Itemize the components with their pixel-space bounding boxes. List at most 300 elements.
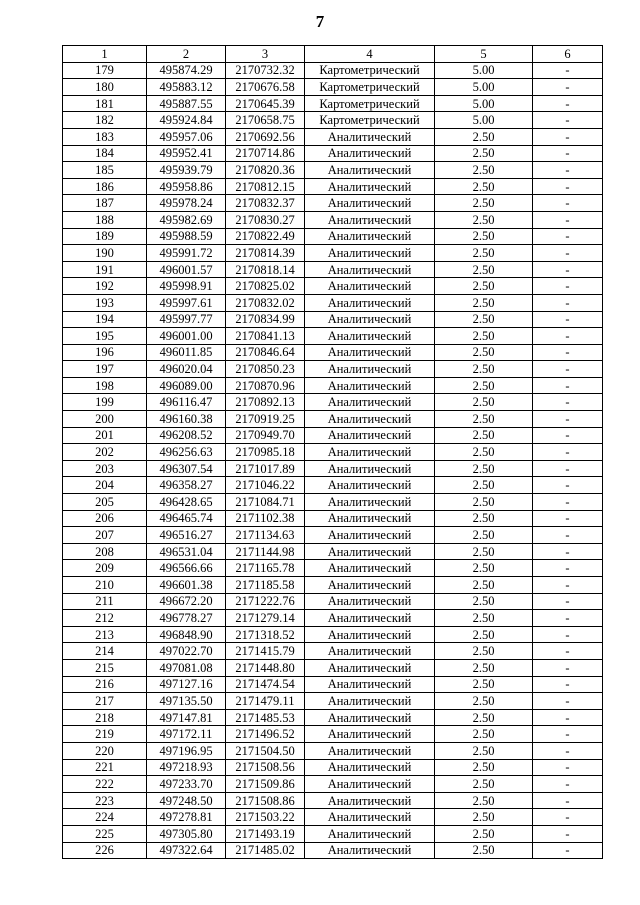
method-cell: Аналитический xyxy=(305,411,435,428)
table-row xyxy=(63,776,603,793)
y-coordinate-cell: 2170645.39 xyxy=(226,95,305,112)
point-number-cell: 197 xyxy=(63,361,147,378)
point-number-cell: 188 xyxy=(63,211,147,228)
table-row xyxy=(63,361,603,378)
y-coordinate-cell: 2170714.86 xyxy=(226,145,305,162)
accuracy-cell: 2.50 xyxy=(435,411,533,428)
accuracy-cell: 2.50 xyxy=(435,726,533,743)
table-row xyxy=(63,444,603,461)
point-number-cell: 208 xyxy=(63,543,147,560)
table-row xyxy=(63,112,603,129)
y-coordinate-cell: 2171046.22 xyxy=(226,477,305,494)
accuracy-cell: 2.50 xyxy=(435,593,533,610)
point-number-cell: 203 xyxy=(63,460,147,477)
y-coordinate-cell: 2170814.39 xyxy=(226,245,305,262)
y-coordinate-cell: 2170919.25 xyxy=(226,411,305,428)
method-cell: Аналитический xyxy=(305,693,435,710)
method-cell: Аналитический xyxy=(305,211,435,228)
method-cell: Аналитический xyxy=(305,477,435,494)
x-coordinate-cell: 495958.86 xyxy=(147,178,226,195)
x-coordinate-cell: 496778.27 xyxy=(147,610,226,627)
table-body xyxy=(63,62,603,859)
table-row xyxy=(63,543,603,560)
table-row xyxy=(63,211,603,228)
accuracy-cell: 2.50 xyxy=(435,693,533,710)
accuracy-cell: 2.50 xyxy=(435,610,533,627)
table-row xyxy=(63,162,603,179)
method-cell: Аналитический xyxy=(305,444,435,461)
y-coordinate-cell: 2171448.80 xyxy=(226,659,305,676)
point-number-cell: 198 xyxy=(63,377,147,394)
table-row xyxy=(63,792,603,809)
method-cell: Аналитический xyxy=(305,344,435,361)
table-row xyxy=(63,328,603,345)
method-cell: Аналитический xyxy=(305,460,435,477)
accuracy-cell: 2.50 xyxy=(435,211,533,228)
method-cell: Аналитический xyxy=(305,527,435,544)
y-coordinate-cell: 2170692.56 xyxy=(226,128,305,145)
y-coordinate-cell: 2171017.89 xyxy=(226,460,305,477)
accuracy-cell: 2.50 xyxy=(435,245,533,262)
table-row xyxy=(63,411,603,428)
x-coordinate-cell: 496848.90 xyxy=(147,626,226,643)
y-coordinate-cell: 2171493.19 xyxy=(226,825,305,842)
description-cell: - xyxy=(533,211,603,228)
y-coordinate-cell: 2170676.58 xyxy=(226,79,305,96)
method-cell: Аналитический xyxy=(305,510,435,527)
point-number-cell: 180 xyxy=(63,79,147,96)
method-cell: Картометрический xyxy=(305,95,435,112)
accuracy-cell: 2.50 xyxy=(435,643,533,660)
accuracy-cell: 2.50 xyxy=(435,261,533,278)
table-row xyxy=(63,62,603,79)
description-cell: - xyxy=(533,593,603,610)
description-cell: - xyxy=(533,693,603,710)
header-cell-3: 3 xyxy=(226,46,305,63)
method-cell: Аналитический xyxy=(305,278,435,295)
method-cell: Аналитический xyxy=(305,610,435,627)
method-cell: Картометрический xyxy=(305,112,435,129)
table-row xyxy=(63,344,603,361)
description-cell: - xyxy=(533,460,603,477)
point-number-cell: 216 xyxy=(63,676,147,693)
accuracy-cell: 2.50 xyxy=(435,361,533,378)
point-number-cell: 196 xyxy=(63,344,147,361)
method-cell: Аналитический xyxy=(305,825,435,842)
method-cell: Аналитический xyxy=(305,145,435,162)
point-number-cell: 214 xyxy=(63,643,147,660)
point-number-cell: 212 xyxy=(63,610,147,627)
accuracy-cell: 2.50 xyxy=(435,759,533,776)
x-coordinate-cell: 496516.27 xyxy=(147,527,226,544)
table-row xyxy=(63,311,603,328)
accuracy-cell: 2.50 xyxy=(435,776,533,793)
point-number-cell: 190 xyxy=(63,245,147,262)
header-cell-1: 1 xyxy=(63,46,147,63)
description-cell: - xyxy=(533,776,603,793)
description-cell: - xyxy=(533,543,603,560)
description-cell: - xyxy=(533,195,603,212)
point-number-cell: 205 xyxy=(63,494,147,511)
y-coordinate-cell: 2171165.78 xyxy=(226,560,305,577)
point-number-cell: 200 xyxy=(63,411,147,428)
accuracy-cell: 2.50 xyxy=(435,494,533,511)
accuracy-cell: 2.50 xyxy=(435,460,533,477)
description-cell: - xyxy=(533,294,603,311)
description-cell: - xyxy=(533,377,603,394)
method-cell: Аналитический xyxy=(305,245,435,262)
method-cell: Аналитический xyxy=(305,377,435,394)
y-coordinate-cell: 2170832.37 xyxy=(226,195,305,212)
accuracy-cell: 2.50 xyxy=(435,543,533,560)
accuracy-cell: 2.50 xyxy=(435,842,533,859)
point-number-cell: 189 xyxy=(63,228,147,245)
point-number-cell: 218 xyxy=(63,709,147,726)
description-cell: - xyxy=(533,477,603,494)
method-cell: Аналитический xyxy=(305,311,435,328)
method-cell: Аналитический xyxy=(305,394,435,411)
y-coordinate-cell: 2171474.54 xyxy=(226,676,305,693)
accuracy-cell: 2.50 xyxy=(435,328,533,345)
y-coordinate-cell: 2171084.71 xyxy=(226,494,305,511)
point-number-cell: 202 xyxy=(63,444,147,461)
accuracy-cell: 2.50 xyxy=(435,344,533,361)
table-row xyxy=(63,494,603,511)
table-row xyxy=(63,145,603,162)
point-number-cell: 183 xyxy=(63,128,147,145)
description-cell: - xyxy=(533,361,603,378)
method-cell: Аналитический xyxy=(305,361,435,378)
point-number-cell: 215 xyxy=(63,659,147,676)
method-cell: Картометрический xyxy=(305,79,435,96)
method-cell: Аналитический xyxy=(305,809,435,826)
y-coordinate-cell: 2171504.50 xyxy=(226,742,305,759)
table-row xyxy=(63,128,603,145)
y-coordinate-cell: 2170949.70 xyxy=(226,427,305,444)
x-coordinate-cell: 497305.80 xyxy=(147,825,226,842)
x-coordinate-cell: 497322.64 xyxy=(147,842,226,859)
point-number-cell: 211 xyxy=(63,593,147,610)
table-row xyxy=(63,577,603,594)
accuracy-cell: 2.50 xyxy=(435,394,533,411)
point-number-cell: 222 xyxy=(63,776,147,793)
x-coordinate-cell: 497147.81 xyxy=(147,709,226,726)
point-number-cell: 207 xyxy=(63,527,147,544)
description-cell: - xyxy=(533,411,603,428)
x-coordinate-cell: 496020.04 xyxy=(147,361,226,378)
table-row xyxy=(63,693,603,710)
y-coordinate-cell: 2170850.23 xyxy=(226,361,305,378)
accuracy-cell: 2.50 xyxy=(435,510,533,527)
point-number-cell: 193 xyxy=(63,294,147,311)
description-cell: - xyxy=(533,394,603,411)
point-number-cell: 201 xyxy=(63,427,147,444)
point-number-cell: 213 xyxy=(63,626,147,643)
y-coordinate-cell: 2171415.79 xyxy=(226,643,305,660)
description-cell: - xyxy=(533,709,603,726)
point-number-cell: 223 xyxy=(63,792,147,809)
y-coordinate-cell: 2171503.22 xyxy=(226,809,305,826)
table-row xyxy=(63,245,603,262)
y-coordinate-cell: 2171496.52 xyxy=(226,726,305,743)
method-cell: Аналитический xyxy=(305,178,435,195)
description-cell: - xyxy=(533,726,603,743)
x-coordinate-cell: 495991.72 xyxy=(147,245,226,262)
method-cell: Аналитический xyxy=(305,659,435,676)
x-coordinate-cell: 497196.95 xyxy=(147,742,226,759)
x-coordinate-cell: 497278.81 xyxy=(147,809,226,826)
method-cell: Аналитический xyxy=(305,195,435,212)
y-coordinate-cell: 2170846.64 xyxy=(226,344,305,361)
point-number-cell: 204 xyxy=(63,477,147,494)
table-row xyxy=(63,842,603,859)
y-coordinate-cell: 2170658.75 xyxy=(226,112,305,129)
x-coordinate-cell: 495997.61 xyxy=(147,294,226,311)
point-number-cell: 194 xyxy=(63,311,147,328)
point-number-cell: 220 xyxy=(63,742,147,759)
accuracy-cell: 2.50 xyxy=(435,278,533,295)
method-cell: Аналитический xyxy=(305,228,435,245)
description-cell: - xyxy=(533,245,603,262)
x-coordinate-cell: 495939.79 xyxy=(147,162,226,179)
description-cell: - xyxy=(533,494,603,511)
point-number-cell: 225 xyxy=(63,825,147,842)
description-cell: - xyxy=(533,278,603,295)
accuracy-cell: 2.50 xyxy=(435,195,533,212)
description-cell: - xyxy=(533,95,603,112)
y-coordinate-cell: 2170830.27 xyxy=(226,211,305,228)
y-coordinate-cell: 2171222.76 xyxy=(226,593,305,610)
header-cell-2: 2 xyxy=(147,46,226,63)
table-row xyxy=(63,261,603,278)
y-coordinate-cell: 2170812.15 xyxy=(226,178,305,195)
method-cell: Картометрический xyxy=(305,62,435,79)
x-coordinate-cell: 496307.54 xyxy=(147,460,226,477)
header-cell-4: 4 xyxy=(305,46,435,63)
description-cell: - xyxy=(533,842,603,859)
method-cell: Аналитический xyxy=(305,626,435,643)
x-coordinate-cell: 495883.12 xyxy=(147,79,226,96)
description-cell: - xyxy=(533,178,603,195)
accuracy-cell: 2.50 xyxy=(435,162,533,179)
method-cell: Аналитический xyxy=(305,128,435,145)
accuracy-cell: 2.50 xyxy=(435,709,533,726)
point-number-cell: 192 xyxy=(63,278,147,295)
x-coordinate-cell: 495978.24 xyxy=(147,195,226,212)
method-cell: Аналитический xyxy=(305,543,435,560)
description-cell: - xyxy=(533,659,603,676)
description-cell: - xyxy=(533,825,603,842)
x-coordinate-cell: 496531.04 xyxy=(147,543,226,560)
table-row xyxy=(63,195,603,212)
table-row xyxy=(63,79,603,96)
x-coordinate-cell: 497172.11 xyxy=(147,726,226,743)
y-coordinate-cell: 2171102.38 xyxy=(226,510,305,527)
table-row xyxy=(63,377,603,394)
accuracy-cell: 2.50 xyxy=(435,560,533,577)
description-cell: - xyxy=(533,344,603,361)
description-cell: - xyxy=(533,145,603,162)
method-cell: Аналитический xyxy=(305,676,435,693)
x-coordinate-cell: 495988.59 xyxy=(147,228,226,245)
x-coordinate-cell: 496358.27 xyxy=(147,477,226,494)
method-cell: Аналитический xyxy=(305,776,435,793)
table-row xyxy=(63,610,603,627)
method-cell: Аналитический xyxy=(305,494,435,511)
table-row xyxy=(63,394,603,411)
x-coordinate-cell: 497248.50 xyxy=(147,792,226,809)
method-cell: Аналитический xyxy=(305,294,435,311)
point-number-cell: 184 xyxy=(63,145,147,162)
description-cell: - xyxy=(533,510,603,527)
description-cell: - xyxy=(533,676,603,693)
y-coordinate-cell: 2170832.02 xyxy=(226,294,305,311)
table-row xyxy=(63,759,603,776)
description-cell: - xyxy=(533,112,603,129)
accuracy-cell: 2.50 xyxy=(435,128,533,145)
x-coordinate-cell: 496208.52 xyxy=(147,427,226,444)
x-coordinate-cell: 496160.38 xyxy=(147,411,226,428)
method-cell: Аналитический xyxy=(305,759,435,776)
table-row xyxy=(63,709,603,726)
y-coordinate-cell: 2171318.52 xyxy=(226,626,305,643)
description-cell: - xyxy=(533,742,603,759)
point-number-cell: 206 xyxy=(63,510,147,527)
x-coordinate-cell: 496566.66 xyxy=(147,560,226,577)
description-cell: - xyxy=(533,759,603,776)
method-cell: Аналитический xyxy=(305,726,435,743)
accuracy-cell: 2.50 xyxy=(435,178,533,195)
point-number-cell: 181 xyxy=(63,95,147,112)
y-coordinate-cell: 2170892.13 xyxy=(226,394,305,411)
y-coordinate-cell: 2171479.11 xyxy=(226,693,305,710)
description-cell: - xyxy=(533,792,603,809)
point-number-cell: 224 xyxy=(63,809,147,826)
table-row xyxy=(63,460,603,477)
method-cell: Аналитический xyxy=(305,162,435,179)
point-number-cell: 210 xyxy=(63,577,147,594)
x-coordinate-cell: 496428.65 xyxy=(147,494,226,511)
x-coordinate-cell: 495957.06 xyxy=(147,128,226,145)
point-number-cell: 221 xyxy=(63,759,147,776)
header-row xyxy=(63,46,603,63)
x-coordinate-cell: 497081.08 xyxy=(147,659,226,676)
accuracy-cell: 2.50 xyxy=(435,792,533,809)
x-coordinate-cell: 496116.47 xyxy=(147,394,226,411)
description-cell: - xyxy=(533,626,603,643)
page-number: 7 xyxy=(315,12,325,31)
y-coordinate-cell: 2170732.32 xyxy=(226,62,305,79)
table-row xyxy=(63,676,603,693)
y-coordinate-cell: 2170818.14 xyxy=(226,261,305,278)
coordinates-table xyxy=(62,45,603,859)
x-coordinate-cell: 496001.57 xyxy=(147,261,226,278)
x-coordinate-cell: 496011.85 xyxy=(147,344,226,361)
x-coordinate-cell: 496672.20 xyxy=(147,593,226,610)
description-cell: - xyxy=(533,444,603,461)
x-coordinate-cell: 497218.93 xyxy=(147,759,226,776)
description-cell: - xyxy=(533,610,603,627)
y-coordinate-cell: 2171508.56 xyxy=(226,759,305,776)
x-coordinate-cell: 496465.74 xyxy=(147,510,226,527)
y-coordinate-cell: 2171509.86 xyxy=(226,776,305,793)
y-coordinate-cell: 2171144.98 xyxy=(226,543,305,560)
point-number-cell: 209 xyxy=(63,560,147,577)
table-row xyxy=(63,560,603,577)
x-coordinate-cell: 495874.29 xyxy=(147,62,226,79)
y-coordinate-cell: 2170825.02 xyxy=(226,278,305,295)
header-cell-5: 5 xyxy=(435,46,533,63)
point-number-cell: 179 xyxy=(63,62,147,79)
table-row xyxy=(63,477,603,494)
accuracy-cell: 2.50 xyxy=(435,676,533,693)
point-number-cell: 226 xyxy=(63,842,147,859)
accuracy-cell: 2.50 xyxy=(435,527,533,544)
x-coordinate-cell: 495998.91 xyxy=(147,278,226,295)
accuracy-cell: 5.00 xyxy=(435,95,533,112)
table-row xyxy=(63,510,603,527)
accuracy-cell: 2.50 xyxy=(435,145,533,162)
method-cell: Аналитический xyxy=(305,261,435,278)
point-number-cell: 187 xyxy=(63,195,147,212)
point-number-cell: 185 xyxy=(63,162,147,179)
table-row xyxy=(63,294,603,311)
point-number-cell: 217 xyxy=(63,693,147,710)
y-coordinate-cell: 2171485.02 xyxy=(226,842,305,859)
y-coordinate-cell: 2170820.36 xyxy=(226,162,305,179)
description-cell: - xyxy=(533,809,603,826)
accuracy-cell: 2.50 xyxy=(435,377,533,394)
description-cell: - xyxy=(533,128,603,145)
x-coordinate-cell: 495997.77 xyxy=(147,311,226,328)
x-coordinate-cell: 497022.70 xyxy=(147,643,226,660)
accuracy-cell: 2.50 xyxy=(435,228,533,245)
method-cell: Аналитический xyxy=(305,593,435,610)
accuracy-cell: 2.50 xyxy=(435,294,533,311)
y-coordinate-cell: 2171134.63 xyxy=(226,527,305,544)
accuracy-cell: 2.50 xyxy=(435,427,533,444)
x-coordinate-cell: 497135.50 xyxy=(147,693,226,710)
description-cell: - xyxy=(533,62,603,79)
y-coordinate-cell: 2171508.86 xyxy=(226,792,305,809)
accuracy-cell: 2.50 xyxy=(435,444,533,461)
accuracy-cell: 2.50 xyxy=(435,742,533,759)
point-number-cell: 195 xyxy=(63,328,147,345)
description-cell: - xyxy=(533,560,603,577)
point-number-cell: 199 xyxy=(63,394,147,411)
accuracy-cell: 2.50 xyxy=(435,577,533,594)
method-cell: Аналитический xyxy=(305,742,435,759)
y-coordinate-cell: 2171185.58 xyxy=(226,577,305,594)
description-cell: - xyxy=(533,228,603,245)
point-number-cell: 186 xyxy=(63,178,147,195)
point-number-cell: 219 xyxy=(63,726,147,743)
description-cell: - xyxy=(533,162,603,179)
table-row xyxy=(63,427,603,444)
table-row xyxy=(63,726,603,743)
description-cell: - xyxy=(533,427,603,444)
table-row xyxy=(63,278,603,295)
description-cell: - xyxy=(533,527,603,544)
method-cell: Аналитический xyxy=(305,709,435,726)
x-coordinate-cell: 495924.84 xyxy=(147,112,226,129)
x-coordinate-cell: 495887.55 xyxy=(147,95,226,112)
method-cell: Аналитический xyxy=(305,643,435,660)
table-row xyxy=(63,809,603,826)
table-row xyxy=(63,178,603,195)
accuracy-cell: 2.50 xyxy=(435,477,533,494)
method-cell: Аналитический xyxy=(305,560,435,577)
